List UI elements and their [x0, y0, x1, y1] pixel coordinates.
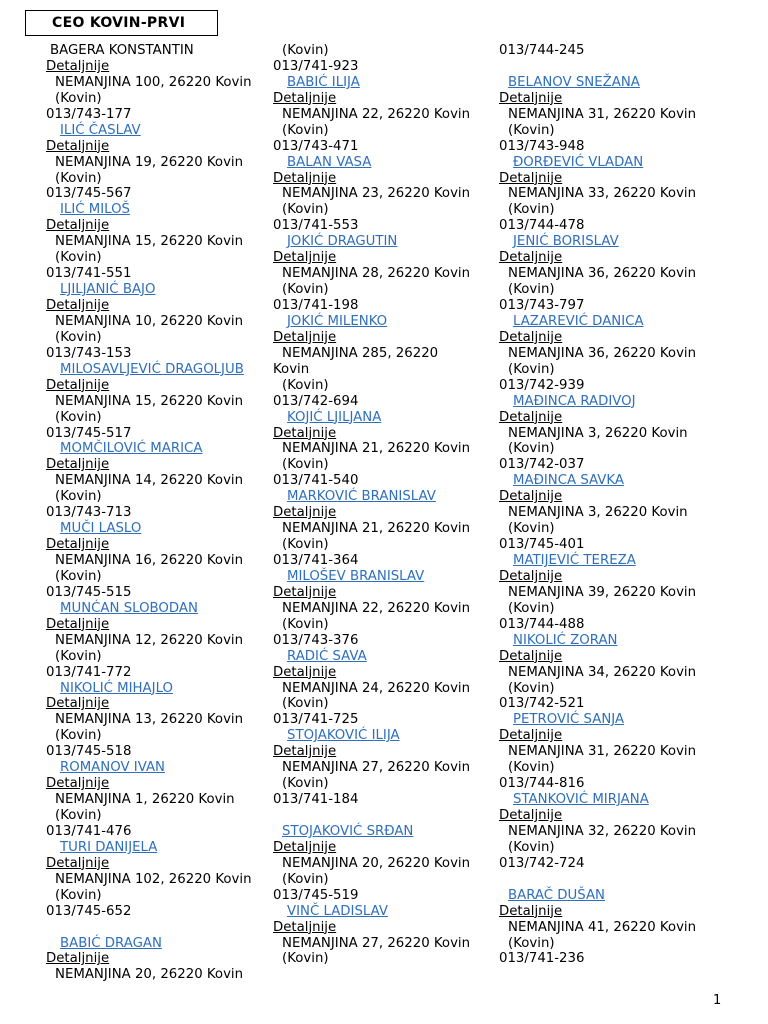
details-link[interactable]: Detaljnije: [273, 425, 337, 441]
contact-phone: 013/741-184: [273, 792, 359, 808]
details-link[interactable]: Detaljnije: [46, 696, 110, 712]
contact-phone: 013/743-177: [46, 106, 132, 122]
contact-phone: 013/741-923: [273, 58, 359, 74]
contact-name-link[interactable]: ĐORĐEVIĆ VLADAN: [513, 154, 644, 170]
details-row: [499, 410, 723, 426]
contact-address: (Kovin): [508, 202, 555, 218]
contact-address: (Kovin): [55, 250, 102, 266]
details-row: [46, 776, 270, 792]
spacer: [273, 808, 497, 824]
contact-name-link[interactable]: RADIĆ SAVA: [287, 648, 367, 664]
details-link[interactable]: Detaljnije: [273, 839, 337, 855]
contact-address: NEMANJINA 23, 26220 Kovin: [282, 186, 471, 202]
contact-address: NEMANJINA 33, 26220 Kovin: [508, 186, 697, 202]
contact-address: NEMANJINA 3, 26220 Kovin: [508, 425, 688, 441]
contact-name-link[interactable]: MOMČILOVIĆ MARICA: [60, 441, 203, 457]
contact-phone: 013/742-694: [273, 393, 359, 409]
contact-name-link[interactable]: BALAN VASA: [287, 154, 372, 170]
details-row: [499, 489, 723, 505]
details-row: [273, 665, 497, 681]
contact-phone: 013/743-797: [499, 298, 585, 313]
details-row: [46, 139, 270, 155]
contact-name-link[interactable]: STOJAKOVIĆ ILIJA: [287, 728, 400, 744]
contact-name-link[interactable]: ILIĆ MILOŠ: [60, 202, 130, 218]
contact-address: NEMANJINA 27, 26220 Kovin: [282, 760, 471, 776]
contact-phone: 013/742-939: [499, 377, 585, 393]
contact-address: (Kovin): [282, 871, 329, 887]
contact-phone: 013/743-471: [273, 138, 359, 154]
contact-phone: 013/741-476: [46, 823, 132, 839]
contact-address: (Kovin): [282, 776, 329, 792]
contact-phone: 013/744-478: [499, 218, 585, 234]
contact-name-link[interactable]: MAĐINCA RADIVOJ: [513, 393, 636, 409]
directory-column-1: [46, 43, 270, 983]
contact-address: (Kovin): [55, 489, 102, 505]
contact-address: (Kovin): [508, 760, 555, 776]
contact-address: (Kovin): [282, 377, 329, 393]
details-link[interactable]: Detaljnije: [46, 855, 110, 871]
contact-name-link[interactable]: MUČI LASLO: [60, 521, 142, 537]
details-row: [273, 920, 497, 936]
contact-phone: 013/742-521: [499, 696, 585, 712]
details-row: [499, 569, 723, 585]
details-row: [273, 505, 497, 521]
details-row: [46, 856, 270, 872]
details-link[interactable]: Detaljnije: [46, 58, 110, 74]
contact-address: NEMANJINA 10, 26220 Kovin: [55, 313, 244, 329]
contact-address: (Kovin): [55, 728, 102, 744]
details-row: [273, 585, 497, 601]
details-row: [273, 250, 497, 266]
spacer: [499, 59, 723, 75]
contact-name-link[interactable]: LJILJANIĆ BAJO: [60, 282, 156, 298]
details-row: [46, 537, 270, 553]
contact-address: NEMANJINA 100, 26220 Kovin: [55, 74, 252, 90]
details-link[interactable]: Detaljnije: [46, 537, 110, 553]
contact-phone: 013/742-724: [499, 855, 585, 871]
details-row: [499, 250, 723, 266]
details-link[interactable]: Detaljnije: [273, 329, 337, 345]
contact-address: (Kovin): [55, 568, 102, 584]
contact-name-link[interactable]: STANKOVIĆ MIRJANA: [513, 792, 649, 808]
details-row: [46, 378, 270, 394]
details-row: [499, 171, 723, 187]
details-link[interactable]: Detaljnije: [499, 903, 563, 919]
contact-address: (Kovin): [508, 839, 555, 855]
contact-name-link[interactable]: BABIĆ ILIJA: [287, 74, 360, 90]
contact-name-link[interactable]: MILOŠEV BRANISLAV: [287, 568, 425, 584]
contact-name-link[interactable]: MAĐINCA SAVKA: [513, 473, 624, 489]
contact-address: (Kovin): [55, 887, 102, 903]
contact-name-link[interactable]: VINČ LADISLAV: [287, 903, 388, 919]
contact-phone: 013/741-553: [273, 218, 359, 234]
contact-name-link[interactable]: ILIĆ ČASLAV: [60, 122, 141, 138]
details-link[interactable]: Detaljnije: [499, 90, 563, 106]
contact-name-link[interactable]: PETROVIĆ SANJA: [513, 712, 625, 728]
contact-phone: 013/745-652: [46, 903, 132, 919]
details-link[interactable]: Detaljnije: [499, 329, 563, 345]
contact-address: (Kovin): [282, 202, 329, 218]
contact-name-link[interactable]: MATIJEVIĆ TEREZA: [513, 553, 636, 568]
details-link[interactable]: Detaljnije: [273, 505, 337, 521]
details-link[interactable]: Detaljnije: [499, 808, 563, 823]
details-link[interactable]: Detaljnije: [273, 584, 337, 600]
contact-address: (Kovin): [508, 600, 555, 616]
contact-address: (Kovin): [55, 90, 102, 106]
contact-address: NEMANJINA 22, 26220 Kovin: [282, 106, 471, 122]
details-row: [46, 457, 270, 473]
page-title: CEO KOVIN-PRVI: [25, 10, 218, 36]
contact-address: NEMANJINA 20, 26220 Kovin: [282, 855, 471, 871]
contact-phone: 013/741-236: [499, 951, 585, 967]
contact-address: (Kovin): [282, 951, 329, 967]
details-row: [46, 218, 270, 234]
contact-phone: 013/744-816: [499, 776, 585, 792]
details-row: [46, 59, 270, 75]
details-row: [273, 171, 497, 187]
details-row: [273, 91, 497, 107]
contact-name-link[interactable]: STOJAKOVIĆ SRĐAN: [282, 823, 414, 839]
contact-address: NEMANJINA 31, 26220 Kovin: [508, 744, 697, 760]
contact-address: NEMANJINA 36, 26220 Kovin: [508, 266, 697, 282]
contact-phone: 013/743-153: [46, 345, 132, 361]
details-link[interactable]: Detaljnije: [46, 616, 110, 632]
spacer: [46, 920, 270, 936]
contact-address: (Kovin): [282, 43, 329, 58]
details-link[interactable]: Detaljnije: [273, 90, 337, 106]
details-link[interactable]: Detaljnije: [46, 377, 110, 393]
details-link[interactable]: Detaljnije: [273, 250, 337, 266]
details-row: [499, 649, 723, 665]
details-row: [273, 744, 497, 760]
contact-name-link[interactable]: KOJIĆ LJILJANA: [287, 409, 382, 425]
details-link[interactable]: Detaljnije: [46, 951, 110, 967]
contact-address: (Kovin): [55, 329, 102, 345]
contact-phone: 013/741-725: [273, 712, 359, 728]
contact-address: NEMANJINA 28, 26220 Kovin: [282, 266, 471, 282]
contact-name-link[interactable]: MUNĆAN SLOBODAN: [60, 600, 198, 616]
contact-name-link[interactable]: BABIĆ DRAGAN: [60, 935, 162, 951]
contact-address: NEMANJINA 285, 26220: [282, 345, 439, 361]
contact-address: NEMANJINA 16, 26220 Kovin: [55, 553, 244, 568]
contact-name-link[interactable]: TURI DANIJELA: [60, 839, 158, 855]
contact-name-link[interactable]: NIKOLIĆ MIHAJLO: [60, 680, 173, 696]
contact-address: (Kovin): [55, 170, 102, 186]
contact-address: NEMANJINA 34, 26220 Kovin: [508, 664, 697, 680]
contact-name-link[interactable]: JOKIĆ DRAGUTIN: [287, 234, 398, 250]
contact-address: (Kovin): [508, 680, 555, 696]
contact-name-link: BAGERA KONSTANTIN: [50, 43, 194, 58]
contact-phone: 013/743-713: [46, 505, 132, 521]
contact-address: (Kovin): [508, 935, 555, 951]
contact-address: (Kovin): [282, 282, 329, 298]
details-row: [46, 951, 270, 967]
details-link[interactable]: Detaljnije: [273, 664, 337, 680]
details-link[interactable]: Detaljnije: [499, 489, 563, 505]
contact-phone: 013/745-515: [46, 584, 132, 600]
contact-phone: Kovin: [273, 361, 310, 377]
contact-address: NEMANJINA 22, 26220 Kovin: [282, 600, 471, 616]
contact-name-link[interactable]: JENIĆ BORISLAV: [513, 234, 619, 250]
contact-phone: 013/742-037: [499, 457, 585, 473]
details-row: [499, 728, 723, 744]
contact-address: (Kovin): [55, 648, 102, 664]
contact-address: NEMANJINA 20, 26220 Kovin: [55, 967, 244, 983]
contact-name-link[interactable]: JOKIĆ MILENKO: [287, 313, 388, 329]
contact-address: (Kovin): [508, 122, 555, 138]
details-row: [499, 808, 723, 824]
contact-address: NEMANJINA 21, 26220 Kovin: [282, 441, 471, 457]
details-row: [499, 330, 723, 346]
contact-address: NEMANJINA 41, 26220 Kovin: [508, 919, 697, 935]
details-row: [273, 426, 497, 442]
details-row: [273, 840, 497, 856]
details-link[interactable]: Detaljnije: [46, 298, 110, 313]
contact-name-link[interactable]: ROMANOV IVAN: [60, 760, 165, 776]
contact-address: (Kovin): [508, 441, 555, 457]
spacer: [499, 872, 723, 888]
details-link[interactable]: Detaljnije: [273, 744, 337, 760]
contact-phone: 013/744-245: [499, 43, 585, 58]
contact-phone: 013/743-948: [499, 138, 585, 154]
contact-name-link[interactable]: NIKOLIĆ ZORAN: [513, 632, 618, 648]
details-link[interactable]: Detaljnije: [499, 648, 563, 664]
directory-column-3: [499, 43, 723, 967]
details-link[interactable]: Detaljnije: [273, 170, 337, 186]
contact-address: (Kovin): [508, 521, 555, 537]
contact-address: NEMANJINA 12, 26220 Kovin: [55, 632, 244, 648]
contact-phone: 013/745-401: [499, 537, 585, 553]
contact-phone: 013/744-488: [499, 616, 585, 632]
contact-address: NEMANJINA 3, 26220 Kovin: [508, 505, 688, 521]
contact-address: NEMANJINA 39, 26220 Kovin: [508, 584, 697, 600]
contact-address: (Kovin): [282, 457, 329, 473]
contact-phone: 013/741-364: [273, 553, 359, 568]
contact-phone: 013/741-198: [273, 298, 359, 313]
details-link[interactable]: Detaljnije: [499, 250, 563, 266]
page-number: 1: [713, 993, 722, 1008]
details-row: [499, 904, 723, 920]
contact-name-link[interactable]: BARAČ DUŠAN: [508, 887, 605, 903]
details-link[interactable]: Detaljnije: [46, 776, 110, 792]
details-link[interactable]: Detaljnije: [46, 218, 110, 234]
details-row: [499, 91, 723, 107]
contact-address: NEMANJINA 24, 26220 Kovin: [282, 680, 471, 696]
details-link[interactable]: Detaljnije: [499, 728, 563, 744]
details-row: [273, 330, 497, 346]
contact-address: (Kovin): [282, 616, 329, 632]
contact-address: (Kovin): [55, 808, 102, 823]
contact-address: NEMANJINA 102, 26220 Kovin: [55, 871, 252, 887]
contact-address: (Kovin): [282, 696, 329, 712]
contact-name-link[interactable]: BELANOV SNEŽANA: [508, 74, 640, 90]
contact-address: NEMANJINA 15, 26220 Kovin: [55, 234, 244, 250]
details-row: [46, 696, 270, 712]
contact-name-link[interactable]: LAZAREVIĆ DANICA: [513, 313, 644, 329]
contact-name-link[interactable]: MARKOVIĆ BRANISLAV: [287, 489, 436, 505]
contact-address: NEMANJINA 15, 26220 Kovin: [55, 393, 244, 409]
directory-column-2: [273, 43, 497, 967]
contact-phone: 013/745-519: [273, 887, 359, 903]
details-link[interactable]: Detaljnije: [46, 138, 110, 154]
contact-phone: 013/743-376: [273, 632, 359, 648]
contact-address: NEMANJINA 27, 26220 Kovin: [282, 935, 471, 951]
contact-address: NEMANJINA 14, 26220 Kovin: [55, 473, 244, 489]
contact-address: (Kovin): [282, 537, 329, 553]
contact-phone: 013/741-772: [46, 664, 132, 680]
details-link[interactable]: Detaljnije: [499, 409, 563, 425]
contact-address: NEMANJINA 32, 26220 Kovin: [508, 823, 697, 839]
details-row: [46, 298, 270, 314]
contact-name-link[interactable]: MILOSAVLJEVIĆ DRAGOLJUB: [60, 361, 244, 377]
contact-phone: 013/745-567: [46, 186, 132, 202]
contact-address: (Kovin): [508, 282, 555, 298]
details-link[interactable]: Detaljnije: [499, 568, 563, 584]
contact-address: NEMANJINA 19, 26220 Kovin: [55, 154, 244, 170]
contact-address: (Kovin): [508, 361, 555, 377]
details-link[interactable]: Detaljnije: [499, 170, 563, 186]
contact-address: NEMANJINA 36, 26220 Kovin: [508, 345, 697, 361]
contact-address: NEMANJINA 13, 26220 Kovin: [55, 712, 244, 728]
details-row: [46, 617, 270, 633]
contact-phone: 013/745-518: [46, 744, 132, 760]
contact-address: NEMANJINA 31, 26220 Kovin: [508, 106, 697, 122]
contact-phone: 013/745-517: [46, 425, 132, 441]
contact-address: (Kovin): [55, 409, 102, 425]
details-link[interactable]: Detaljnije: [273, 919, 337, 935]
details-link[interactable]: Detaljnije: [46, 457, 110, 473]
contact-phone: 013/741-551: [46, 266, 132, 282]
contact-address: NEMANJINA 21, 26220 Kovin: [282, 521, 471, 537]
contact-address: (Kovin): [282, 122, 329, 138]
contact-address: NEMANJINA 1, 26220 Kovin: [55, 792, 235, 808]
contact-phone: 013/741-540: [273, 473, 359, 489]
